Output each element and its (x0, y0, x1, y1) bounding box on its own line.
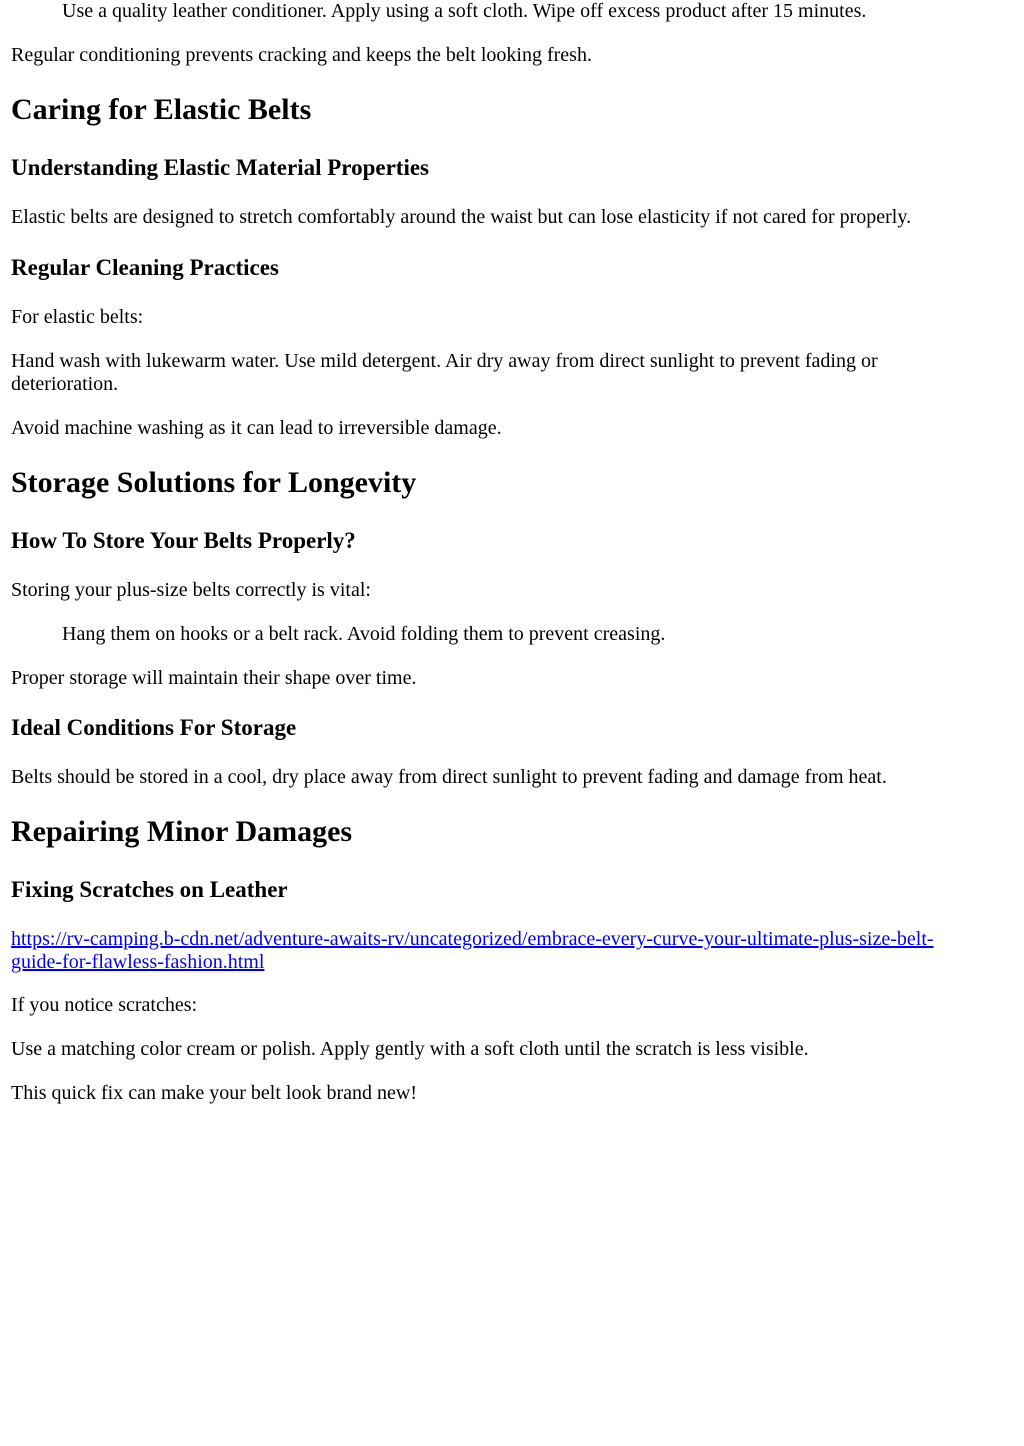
elastic-properties-text: Elastic belts are designed to stretch comfortably around the waist but can lose elasticity if not cared for properly. (11, 206, 912, 228)
elastic-cleaning-intro: For elastic belts: (11, 306, 144, 328)
elastic-cleaning-note: Avoid machine washing as it can lead to irreversible damage. (11, 417, 502, 439)
elastic-cleaning-steps: Hand wash with lukewarm water. Use mild detergent. Air dry away from direct sunlight to prevent fading or deterioration. (11, 350, 878, 395)
storage-section-heading: Storage Solutions for Longevity (11, 466, 417, 499)
elastic-properties-heading: Understanding Elastic Material Properties (11, 155, 429, 180)
repair-scratches-heading: Fixing Scratches on Leather (11, 877, 288, 902)
storage-how-intro: Storing your plus-size belts correctly is vital: (11, 579, 371, 601)
storage-how-note: Proper storage will maintain their shape over time. (11, 667, 417, 689)
conditioning-note: Regular conditioning prevents cracking and keeps the belt looking fresh. (11, 44, 592, 66)
repair-scratches-intro: If you notice scratches: (11, 994, 198, 1016)
repair-scratches-note: This quick fix can make your belt look brand new! (11, 1082, 417, 1104)
repair-scratches-steps: Use a matching color cream or polish. Apply gently with a soft cloth until the scratch is less visible. (11, 1038, 809, 1060)
storage-conditions-heading: Ideal Conditions For Storage (11, 715, 297, 740)
repair-section-heading: Repairing Minor Damages (11, 815, 353, 848)
storage-conditions-text: Belts should be stored in a cool, dry place away from direct sunlight to prevent fading and damage from heat. (11, 766, 887, 788)
conditioning-list-item: Use a quality leather conditioner. Apply using a soft cloth. Wipe off excess product after 15 minutes. (62, 0, 867, 22)
elastic-section-heading: Caring for Elastic Belts (11, 93, 312, 126)
storage-how-list-item: Hang them on hooks or a belt rack. Avoid folding them to prevent creasing. (62, 623, 666, 645)
belt-guide-link[interactable]: https://rv-camping.b-cdn.net/adventure-awaits-rv/uncategorized/embrace-every-curve-your-ultimate-plus-size-belt-guide-for-flawless-fashion.html (11, 928, 934, 973)
storage-how-heading: How To Store Your Belts Properly? (11, 528, 356, 553)
elastic-cleaning-heading: Regular Cleaning Practices (11, 255, 279, 280)
repair-link-paragraph (11, 928, 971, 974)
